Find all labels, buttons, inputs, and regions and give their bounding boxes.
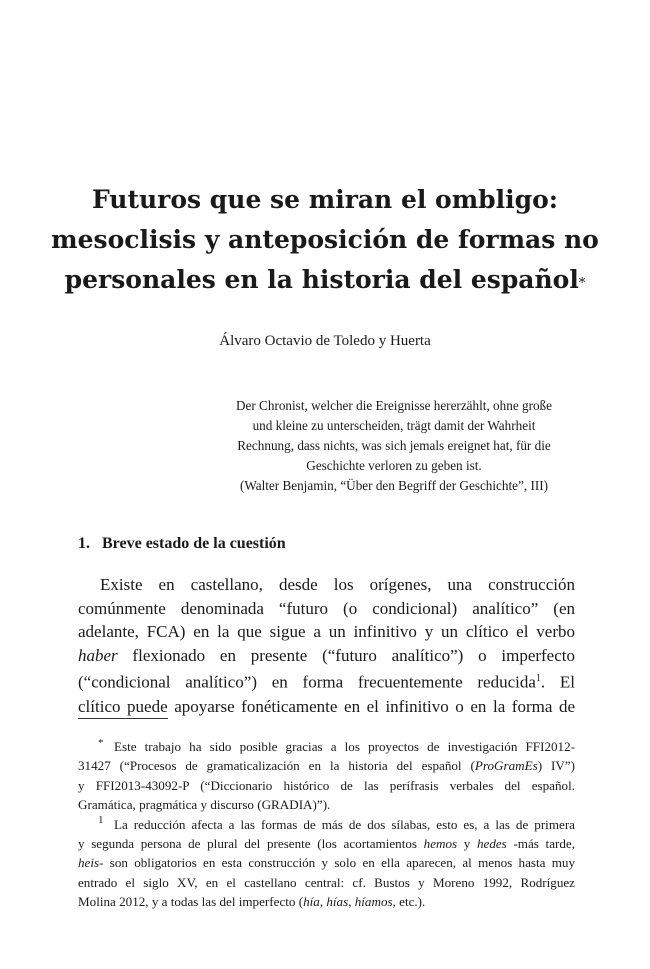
footnote-text: ) IV”) xyxy=(537,758,575,774)
body-line: Existe en castellano, desde los orígenes, una construcción xyxy=(100,575,575,594)
author-name: Álvaro Octavio de Toledo y Huerta xyxy=(219,333,431,349)
footnote-line xyxy=(78,834,575,853)
body-text-run: (“condicional analítico”) en forma frecuentemente reducida xyxy=(78,673,536,693)
footnote-line: entrado el siglo XV, en el castellano central: cf. Bustos y Moreno 1992, Rodríguez xyxy=(78,874,575,890)
italic-term: haber xyxy=(78,645,118,665)
body-line: clítico puede apoyarse fonéticamente en el infinitivo o en la forma de xyxy=(78,696,575,716)
footnote-line xyxy=(78,756,575,775)
footnote-text: -más tarde, xyxy=(506,836,575,852)
body-text-run: flexionado en presente (“futuro analítico”) o imperfecto xyxy=(117,645,575,665)
italic-term: hedes xyxy=(476,836,507,852)
body-paragraph xyxy=(78,573,575,718)
title-line: Futuros que se miran el ombligo: xyxy=(91,185,559,214)
body-line xyxy=(78,644,575,668)
body-line: adelante, FCA) en la que sigue a un infinitivo y un clítico el verbo xyxy=(78,622,575,642)
footnote-text: 31427 (“Procesos de gramaticalización en la historia del español ( xyxy=(78,758,475,774)
title-line-text: personales en la historia del español xyxy=(64,265,579,294)
italic-term: hía xyxy=(303,894,320,910)
footnote-text: , xyxy=(348,894,355,910)
footnote-text: Molina 2012, y a todas las del imperfecto ( xyxy=(78,894,304,910)
footnote-text: , etc.). xyxy=(392,894,426,910)
footnote-ref-1[interactable]: 1 xyxy=(535,673,541,685)
footnote-line: 1 La reducción afecta a las formas de más de dos sílabas, esto es, a las de primera xyxy=(98,814,575,832)
body-text-run: . El xyxy=(540,673,576,693)
italic-term: híamos xyxy=(354,894,393,910)
section-title: Breve estado de la cuestión xyxy=(102,535,286,552)
title-line: mesoclisis y anteposición de formas no xyxy=(51,225,599,254)
footnote-line xyxy=(78,892,575,911)
footnote-text: , xyxy=(319,894,327,910)
footnote-text: La reducción afecta a las formas de más de dos sílabas, esto es, a las de primera xyxy=(114,816,575,832)
italic-term: hías xyxy=(326,894,349,910)
body-line: comúnmente denominada “futuro (o condicional) analítico” (en xyxy=(78,598,575,618)
epigraph-line: und kleine zu unterscheiden, trägt damit der Wahrheit xyxy=(252,418,536,433)
article-title xyxy=(40,180,610,300)
body-line xyxy=(78,667,575,694)
section-heading xyxy=(78,535,598,553)
title-footnote-mark[interactable]: * xyxy=(578,276,586,291)
epigraph-attribution: (Walter Benjamin, “Über den Begriff der Geschichte”, III) xyxy=(239,478,549,493)
epigraph-line: Geschichte verloren zu geben ist. xyxy=(306,458,482,473)
italic-term: ProGramEs xyxy=(474,758,538,774)
footnote-line: * Este trabajo ha sido posible gracias a los proyectos de investigación FFI2012- xyxy=(98,736,575,754)
footnotes xyxy=(78,737,575,912)
footnote-text: y segunda persona de plural del presente (los acortamientos xyxy=(78,836,424,852)
italic-term: hemos xyxy=(423,836,458,852)
footnote-line xyxy=(78,853,575,872)
footnote-text: Este trabajo ha sido posible gracias a los proyectos de investigación FFI2012- xyxy=(114,739,575,754)
epigraph-line: Rechnung, dass nichts, was sich jemals ereignet hat, für die xyxy=(237,438,551,453)
footnote-text: y xyxy=(457,836,477,852)
footnote-line: Gramática, pragmática y discurso (GRADIA)”). xyxy=(78,797,331,813)
section-number: 1. xyxy=(78,535,90,552)
title-line xyxy=(40,260,610,300)
footnote-line: y FFI2013-43092-P (“Diccionario histórico de las perífrasis verbales del español. xyxy=(78,777,575,793)
epigraph-line: Der Chronist, welcher die Ereignisse hererzählt, ohne große xyxy=(235,398,553,413)
footnote-text: son obligatorios en esta construcción y solo en ella aparecen, al menos hasta muy xyxy=(103,855,575,871)
footnote-divider xyxy=(78,718,168,719)
epigraph xyxy=(208,396,580,496)
italic-term: heis- xyxy=(78,855,104,871)
